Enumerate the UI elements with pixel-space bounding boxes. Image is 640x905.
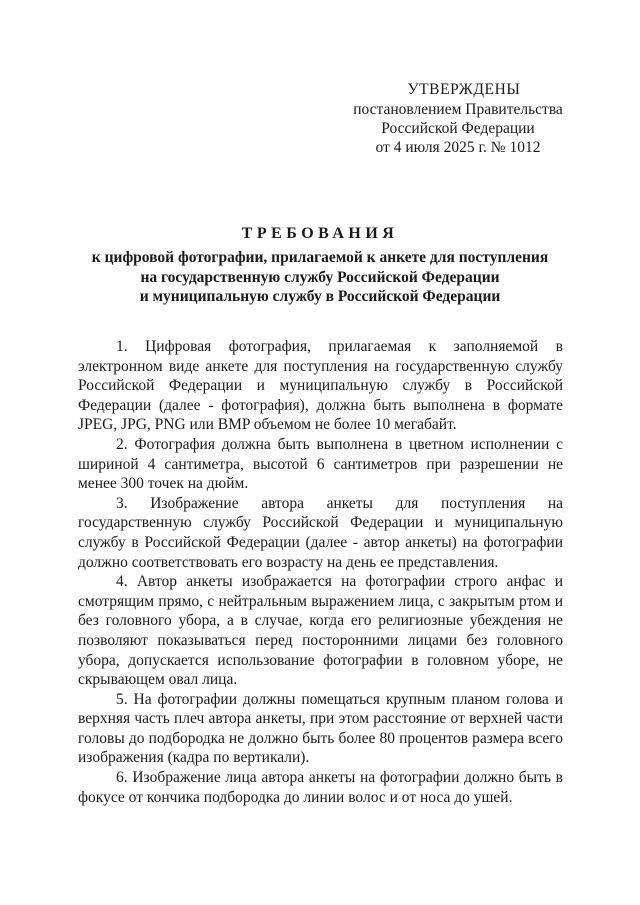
paragraph-3: 3. Изображение автора анкеты для поступления на государственную службу Российской Федерации и муниципальную службу в Российской Федерации (далее - автор анкеты) на фотографии должно соответствовать его возрасту на день ее представления. — [78, 494, 563, 571]
document-body — [78, 337, 563, 807]
document-heading — [60, 224, 580, 307]
approval-line-1: постановлением Правительства — [353, 101, 563, 118]
approval-line-2: Российской Федерации — [381, 120, 535, 137]
subtitle-line-3: и муниципальную службу в Российской Федерации — [139, 288, 501, 305]
paragraph-4: 4. Автор анкеты изображается на фотографии строго анфас и смотрящим прямо, с нейтральным выражением лица, с закрытым ртом и без головного убора, а в случае, когда его религиозные убеждения не позволяют показываться перед посторонними лицами без головного убора, допускается использование фотографии в головном уборе, не скрывающем овал лица. — [78, 573, 563, 689]
paragraph-6: 6. Изображение лица автора анкеты на фотографии должно быть в фокусе от кончика подбородка до линии волос и от носа до ушей. — [78, 769, 563, 806]
subtitle-line-1: к цифровой фотографии, прилагаемой к анкете для поступления — [91, 249, 549, 266]
approved-label: УТВЕРЖДЕНЫ — [407, 81, 521, 98]
approval-line-3: от 4 июля 2025 г. № 1012 — [375, 139, 541, 156]
subtitle-line-2: на государственную службу Российской Федерации — [140, 268, 500, 286]
paragraph-2: 2. Фотография должна быть выполнена в цветном исполнении с шириной 4 сантиметра, высотой 6 сантиметров при разрешении не менее 300 точек на дюйм. — [78, 435, 563, 493]
approval-stamp — [338, 80, 578, 157]
paragraph-5: 5. На фотографии должны помещаться крупным планом голова и верхняя часть плеч автора анкеты, при этом расстояние от верхней части головы до подбородка не должно быть более 80 процентов размера всего изображения (кадра по вертикали). — [78, 690, 563, 767]
document-title: ТРЕБОВАНИЯ — [241, 225, 399, 242]
paragraph-1: 1. Цифровая фотография, прилагаемая к заполняемой в электронном виде анкете для поступления на государственную службу Российской Федерации и муниципальную службу в Российской Федерации (далее - фотография), должна быть выполнена в формате JPEG, JPG, PNG или BMP объемом не более 10 мегабайт. — [78, 338, 563, 434]
